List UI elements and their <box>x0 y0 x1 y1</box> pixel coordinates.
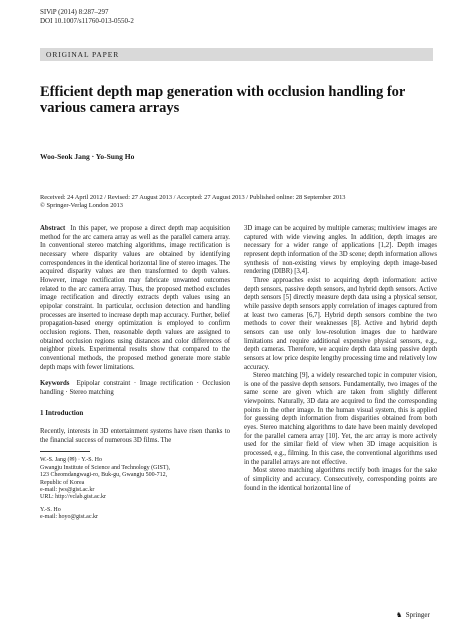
publisher-footer <box>396 611 430 619</box>
affiliation-authors: W.-S. Jang (✉) · Y.-S. Ho <box>40 457 102 464</box>
springer-horse-logo-icon: ♞ <box>396 611 403 619</box>
body-paragraph-1: 3D image can be acquired by multiple cameras; multiview images are captured with wide viewing angles. In addition, depth images are necessary for a wider range of applications [1,2]. Depth images represent depth information of the 3D scene; depth information allows synthesis of non-existing views by employing depth image-based rendering (DIBR) [3,4]. <box>244 225 437 276</box>
doi: DOI 10.1007/s11760-013-0550-2 <box>40 17 134 25</box>
authors: Woo-Seok Jang · Yo-Sung Ho <box>40 152 135 161</box>
affiliation-institute: Gwangju Institute of Science and Technology (GIST), <box>40 464 170 471</box>
intro-paragraph: Recently, interests in 3D entertainment systems have risen thanks to the financial success of numerous 3D films. The <box>40 428 230 444</box>
journal-citation: SIViP (2014) 8:287–297 <box>40 8 109 16</box>
affiliation-address: 123 Cheomdangwagi-ro, Buk-gu, Gwangju 500-712, <box>40 472 168 479</box>
publication-dates <box>40 194 440 211</box>
affiliation-email: e-mail: jws@gist.ac.kr <box>40 487 95 494</box>
section-heading-introduction: 1 Introduction <box>40 409 84 418</box>
keywords <box>40 380 230 397</box>
publisher-name: Springer <box>405 611 430 619</box>
affiliation-second-email: e-mail: hoyo@gist.ac.kr <box>40 514 99 521</box>
left-column <box>40 225 230 522</box>
paper-title: Efficient depth map generation with occlusion handling for various camera arrays <box>40 84 406 116</box>
footnote-divider <box>40 451 90 452</box>
affiliation-url: URL: http://vclab.gist.ac.kr <box>40 494 106 501</box>
affiliation-block <box>40 457 230 521</box>
article-type-label: ORIGINAL PAPER <box>46 50 120 59</box>
affiliation-country: Republic of Korea <box>40 479 85 486</box>
right-column <box>244 225 437 493</box>
journal-header <box>40 8 134 26</box>
copyright-line: © Springer-Verlag London 2013 <box>40 202 123 210</box>
article-type-banner <box>40 48 433 61</box>
abstract <box>40 225 230 372</box>
body-paragraph-4: Most stereo matching algorithms rectify both images for the sake of simplicity and accuracy. Consecutively, corresponding points are found in the identical horizontal line of <box>244 467 437 492</box>
abstract-text: In this paper, we propose a direct depth map acquisition method for the arc camera array as well as the parallel camera array. In conventional stereo matching algorithms, image rectification is necessary where disparity values are obtained by identifying correspondences in the identical horizontal line of stereo images. The acquired disparity values are then transformed to depth values. However, image rectification may fabricate unwanted outcomes related to the arc camera array. Thus, the proposed method excludes image rectification and directly extracts depth values using an epipolar constraint. In particular, occlusion detection and handling processes are inserted to increase depth map accuracy. Further, belief propagation-based energy optimization is employed to confirm occlusion regions. Then, reasonable depth values are assigned to obtained occlusion regions using distances and color differences of neighbor pixels. Experimental results show that compared to the conventional methods, the proposed method generate more stable depth maps with fewer limitations. <box>40 225 231 371</box>
body-paragraph-2: Three approaches exist to acquiring depth information: active depth sensors, passive depth sensors, and hybrid depth sensors. Active depth sensors [5] directly measure depth data using a physical sensor, while passive depth sensors apply correlation of images captured from at least two cameras [6,7]. Hybrid depth sensors combine the two methods to cover their weaknesses [8]. Active and hybrid depth sensors can use only low-resolution images due to hardware limitations and require additional expensive physical sensors, e.g., depth cameras. Therefore, we acquire depth data using passive depth sensors at low price despite lengthy processing time and relatively low accuracy. <box>244 276 437 371</box>
abstract-label: Abstract <box>40 225 66 232</box>
keywords-label: Keywords <box>40 380 70 388</box>
affiliation-second-author: Y.-S. Ho <box>40 506 61 513</box>
keywords-text: Epipolar constraint · Image rectification · Occlusion handling · Stereo matching <box>40 380 230 396</box>
dates-line: Received: 24 April 2012 / Revised: 27 August 2013 / Accepted: 27 August 2013 / Published online: 28 September 2013 <box>40 194 346 201</box>
body-paragraph-3: Stereo matching [9], a widely researched topic in computer vision, is one of the passive depth sensors. Fundamentally, two images of the same scene are given which are taken from slightly different viewpoints. Naturally, 3D data are acquired to find the corresponding points in the other image. In the human visual system, this is applied for guessing depth information from disparities obtained from both eyes. Stereo matching algorithms to date have been mainly developed for the parallel camera array [10]. Yet, the arc array is more actively used for the similar field of view when 3D image acquisition is processed, e.g., filming. In this case, the conventional algorithms used in the parallel arrays are not effective. <box>244 372 437 466</box>
